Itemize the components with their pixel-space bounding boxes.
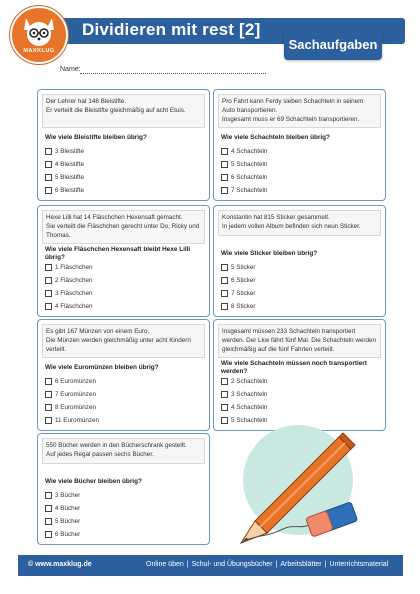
checkbox[interactable] xyxy=(221,417,228,424)
answer-option[interactable] xyxy=(221,302,256,311)
page-header xyxy=(0,0,420,52)
option-label: 4 Schachteln xyxy=(231,404,268,411)
answer-option[interactable] xyxy=(45,160,84,169)
checkbox[interactable] xyxy=(221,264,228,271)
checkbox[interactable] xyxy=(221,277,228,284)
task-text: Hexe Lilli hat 14 Fläschchen Hexensaft gemacht. Sie verteilt die Fläschchen gerecht unter Do, Ricky und Thomas. xyxy=(42,210,205,244)
answer-option[interactable] xyxy=(45,504,80,513)
category-badge: Sachaufgaben xyxy=(284,30,382,60)
checkbox[interactable] xyxy=(45,404,52,411)
page-footer xyxy=(18,555,403,576)
answer-option[interactable] xyxy=(45,530,80,539)
option-label: 3 Schachteln xyxy=(231,391,268,398)
checkbox[interactable] xyxy=(45,264,52,271)
option-label: 7 Schachteln xyxy=(231,187,268,194)
option-label: 3 Fläschchen xyxy=(55,290,93,297)
task-question: Wie viele Bleistifte bleiben übrig? xyxy=(45,134,147,141)
task-question: Wie viele Schachteln müssen noch transportiert werden? xyxy=(221,360,367,375)
checkbox[interactable] xyxy=(221,148,228,155)
checkbox[interactable] xyxy=(221,290,228,297)
option-label: 4 Schachteln xyxy=(231,148,268,155)
checkbox[interactable] xyxy=(221,404,228,411)
answer-option[interactable] xyxy=(45,186,84,195)
maxklug-logo xyxy=(10,6,68,64)
answer-option[interactable] xyxy=(45,403,96,412)
task-question: Wie viele Sticker bleiben übrig? xyxy=(221,250,318,257)
pencil-eraser-illustration xyxy=(213,425,403,545)
answer-option[interactable] xyxy=(45,276,92,285)
option-label: 7 Euromünzen xyxy=(55,391,96,398)
option-label: 6 Bleistifte xyxy=(55,187,85,194)
footer-link-online[interactable]: Online üben xyxy=(146,561,184,568)
answer-option[interactable] xyxy=(221,377,267,386)
checkbox[interactable] xyxy=(45,303,52,310)
checkbox[interactable] xyxy=(221,303,228,310)
answer-option[interactable] xyxy=(221,173,267,182)
option-label: 4 Bücher xyxy=(55,505,81,512)
task-text: Der Lehrer hat 148 Bleistifte. Er verteilt die Bleistifte gleichmäßig auf acht Etuis. xyxy=(42,94,205,128)
name-line[interactable] xyxy=(80,73,266,74)
option-label: 8 Sticker xyxy=(231,303,256,310)
page-title: Dividieren mit rest [2] xyxy=(82,20,261,39)
checkbox[interactable] xyxy=(45,277,52,284)
option-label: 3 Bücher xyxy=(55,492,81,499)
task-text: Pro Fahrt kann Ferdy sieben Schachteln in seinem Auto transportieren. Insgesamt muss er 69 Schachteln transportieren. xyxy=(218,94,381,128)
answer-option[interactable] xyxy=(45,173,84,182)
checkbox[interactable] xyxy=(45,148,52,155)
answer-option[interactable] xyxy=(45,302,92,311)
option-label: 5 Schachteln xyxy=(231,417,268,424)
task-card-6 xyxy=(213,319,386,431)
site-link[interactable]: © www.maxklug.de xyxy=(28,561,92,568)
checkbox[interactable] xyxy=(45,391,52,398)
answer-option[interactable] xyxy=(45,377,96,386)
checkbox[interactable] xyxy=(45,161,52,168)
option-label: 5 Bücher xyxy=(55,518,81,525)
task-text: Es gibt 167 Münzen von einem Euro. Die Münzen werden gleichmäßig unter acht Kindern verteilt. xyxy=(42,324,205,358)
task-text: Insgesamt müssen 233 Schachteln transportiert werden. Der Lkw fährt fünf Mal. Die Schachteln werden gleichmäßig auf die fünf Fahrten verteilt. xyxy=(218,324,381,358)
task-card-3 xyxy=(37,205,210,317)
name-label: Name: xyxy=(60,66,81,73)
option-label: 2 Schachteln xyxy=(231,378,268,385)
checkbox[interactable] xyxy=(221,378,228,385)
answer-option[interactable] xyxy=(221,263,256,272)
answer-option[interactable] xyxy=(45,517,80,526)
option-label: 6 Bücher xyxy=(55,531,81,538)
answer-option[interactable] xyxy=(45,416,99,425)
answer-option[interactable] xyxy=(221,160,267,169)
checkbox[interactable] xyxy=(221,161,228,168)
answer-option[interactable] xyxy=(221,416,267,425)
option-label: 11 Euromünzen xyxy=(55,417,99,424)
option-label: 4 Fläschchen xyxy=(55,303,93,310)
task-card-2 xyxy=(213,89,386,201)
answer-option[interactable] xyxy=(45,147,84,156)
task-text: 550 Bücher werden in den Bücherschrank gestellt. Auf jedes Regal passen sechs Bücher. xyxy=(42,438,205,464)
checkbox[interactable] xyxy=(45,174,52,181)
option-label: 6 Euromünzen xyxy=(55,378,96,385)
option-label: 7 Sticker xyxy=(231,290,256,297)
checkbox[interactable] xyxy=(221,174,228,181)
option-label: 5 Bleistifte xyxy=(55,174,85,181)
answer-option[interactable] xyxy=(45,491,80,500)
footer-links: Online üben | Schul- und Übungsbücher | Arbeitsblätter | Unterrichtsmaterial xyxy=(146,561,389,568)
checkbox[interactable] xyxy=(45,187,52,194)
answer-option[interactable] xyxy=(45,289,92,298)
answer-option[interactable] xyxy=(45,390,96,399)
logo-text: MAXKLUG xyxy=(23,48,55,54)
checkbox[interactable] xyxy=(45,290,52,297)
task-card-1 xyxy=(37,89,210,201)
answer-option[interactable] xyxy=(221,147,267,156)
footer-link-books[interactable]: Schul- und Übungsbücher xyxy=(191,561,273,568)
task-question: Wie viele Schachteln bleiben übrig? xyxy=(221,134,330,141)
checkbox[interactable] xyxy=(45,505,52,512)
option-label: 8 Euromünzen xyxy=(55,404,96,411)
task-question: Wie viele Fläschchen Hexensaft bleibt Hexe Lilli übrig? xyxy=(45,246,191,261)
answer-option[interactable] xyxy=(45,263,92,272)
option-label: 6 Schachteln xyxy=(231,174,268,181)
task-card-5 xyxy=(37,319,210,431)
task-text: Konstantin hat 815 Sticker gesammelt. In jedem vollen Album befinden sich neun Sticker. xyxy=(218,210,381,236)
option-label: 1 Fläschchen xyxy=(55,264,93,271)
option-label: 3 Bleistifte xyxy=(55,148,85,155)
checkbox[interactable] xyxy=(45,518,52,525)
checkbox[interactable] xyxy=(45,378,52,385)
checkbox[interactable] xyxy=(221,391,228,398)
option-label: 5 Sticker xyxy=(231,264,256,271)
option-label: 5 Schachteln xyxy=(231,161,268,168)
option-label: 6 Sticker xyxy=(231,277,256,284)
answer-option[interactable] xyxy=(221,276,256,285)
checkbox[interactable] xyxy=(45,492,52,499)
footer-link-worksheets[interactable]: Arbeitsblätter xyxy=(280,561,322,568)
answer-option[interactable] xyxy=(221,390,267,399)
task-card-7 xyxy=(37,433,210,545)
task-question: Wie viele Euromünzen bleiben übrig? xyxy=(45,364,159,371)
task-card-4 xyxy=(213,205,386,317)
checkbox[interactable] xyxy=(221,187,228,194)
option-label: 2 Fläschchen xyxy=(55,277,93,284)
option-label: 4 Bleistifte xyxy=(55,161,85,168)
checkbox[interactable] xyxy=(45,417,52,424)
footer-link-material[interactable]: Unterrichtsmaterial xyxy=(329,561,389,568)
answer-option[interactable] xyxy=(221,403,267,412)
checkbox[interactable] xyxy=(45,531,52,538)
answer-option[interactable] xyxy=(221,186,267,195)
answer-option[interactable] xyxy=(221,289,256,298)
task-question: Wie viele Bücher bleiben übrig? xyxy=(45,478,142,485)
